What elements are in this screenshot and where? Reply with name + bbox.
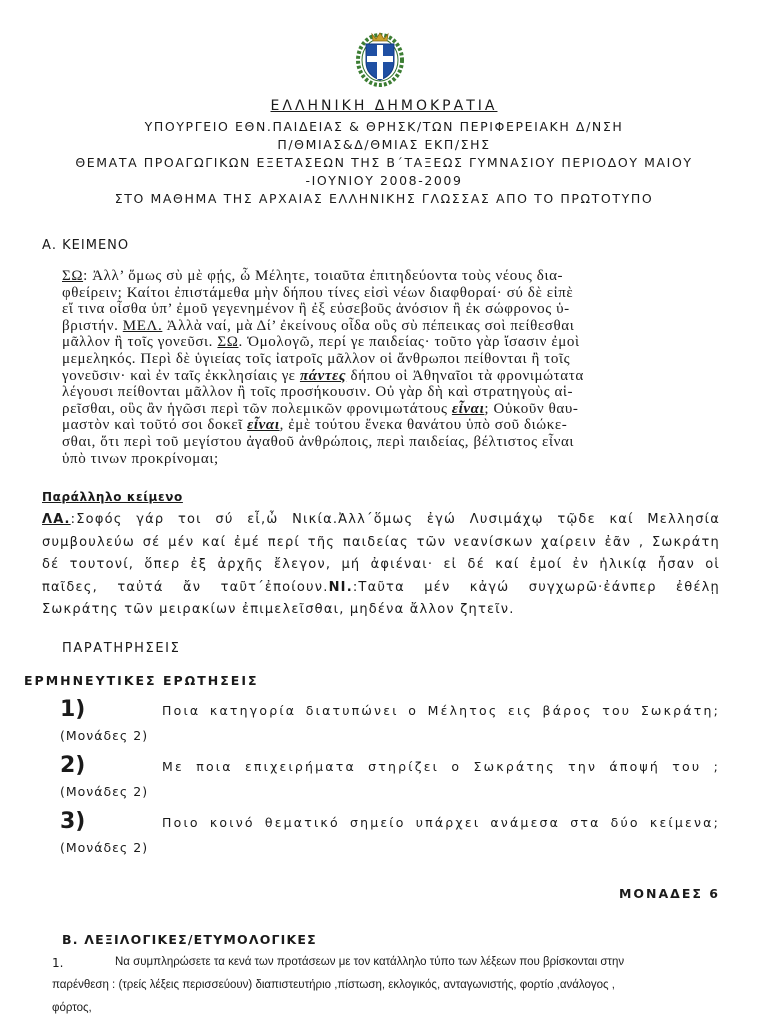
greek-coat-of-arms-icon bbox=[352, 28, 408, 90]
text-line: λέγουσι πείθονται μᾶλλον ἢ τοῖς προσήκουσιν. Οὐ γὰρ δὴ καὶ στρατηγοὺς αἱ- bbox=[62, 384, 574, 401]
text-line: ὑπὸ τινων προκρίνομαι; bbox=[62, 450, 219, 467]
text-line: μᾶλλον ἢ τοῖς γονεῦσι. ΣΩ. Ὁμολογῶ, περί γε παιδείας· τοῦτο γὰρ ἴσασιν ἐμοὶ bbox=[62, 334, 580, 351]
speaker-label: ΣΩ bbox=[217, 334, 239, 351]
text-line: ΛΑ.:Σοφός γάρ τοι σύ εἶ,ὦ Νικία.Ἀλλ΄ὅμως ἐγώ Λυσιμάχῳ τῷδε καί Μελλησία bbox=[42, 512, 720, 527]
exam-line: ΘΕΜΑΤΑ ΠΡΟΑΓΩΓΙΚΩΝ ΕΞΕΤΑΣΕΩΝ ΤΗΣ Β΄ΤΑΞΕΩΣ ΓΥΜΝΑΣΙΟΥ ΠΕΡΙΟΔΟΥ ΜΑΙΟΥ bbox=[75, 155, 693, 170]
speaker-label: ΛΑ. bbox=[42, 512, 71, 527]
text-line: σθαι, ὅτι περὶ τοῦ μεγίστου ἀγαθοῦ ἀνθρώποις, περὶ παιδείας, βέλτιστος εἶναι bbox=[62, 433, 575, 450]
instruction-line: Να συμπληρώσετε τα κενά των προτάσεων με τον κατάλληλο τύπο των λέξεων που βρίσκονται στην bbox=[115, 956, 625, 968]
highlighted-word: εἶναι bbox=[451, 400, 485, 417]
speaker-label: ΝΙ. bbox=[328, 579, 353, 595]
section-a-heading: Α. ΚΕΙΜΕΝΟ bbox=[42, 238, 130, 253]
total-points: ΜΟΝΑΔΕΣ 6 bbox=[618, 886, 720, 901]
questions-heading: ΕΡΜΗΝΕΥΤΙΚΕΣ ΕΡΩΤΗΣΕΙΣ bbox=[24, 673, 259, 688]
text-line: μεμεληκός. Περὶ δὲ ὑγιείας τοῖς ἰατροῖς μᾶλλον οἱ ἄνθρωποι πείθονται ἢ τοῖς bbox=[62, 350, 571, 367]
speaker-label: ΣΩ bbox=[62, 268, 84, 284]
text-line: βριστήν. ΜΕΛ. Ἀλλὰ ναί, μὰ Δί’ ἐκείνους οἶδα οὓς σὺ πέπεικας σοὶ πείθεσθαι bbox=[62, 317, 575, 334]
highlighted-word: πάντες bbox=[299, 367, 347, 384]
instruction-line: παρένθεση : (τρείς λέξεις περισσεύουν) διαπιστευτήριο ,πίστωση, εκλογικός, ανταγωνιστής, φορτίο ,ανάλογος , bbox=[52, 979, 615, 991]
question-number: 2) bbox=[60, 753, 86, 778]
remarks-heading: ΠΑΡΑΤΗΡΗΣΕΙΣ bbox=[62, 641, 181, 656]
text-line: δέ τουτονί, ὅπερ ἐξ ἀρχῆς ἔλεγον, μή ἀφιέναι· εἰ δέ καί ἐμοί ἐν ἡλικίᾳ ἦσαν οἱ bbox=[42, 557, 720, 572]
question-points: (Μονάδες 2) bbox=[60, 784, 149, 799]
text-line: συμβουλεύω σέ μέν καί ἐμέ περί τῆς παιδείας τῶν νεανίσκων χαίρειν ἐᾶν , Σωκράτη bbox=[42, 534, 720, 550]
question-points: (Μονάδες 2) bbox=[60, 728, 149, 743]
text-line: ρεῖσθαι, οὓς ἂν ἡγῶσι περὶ τῶν πολεμικῶν φρονιμωτάτους εἶναι; Οὐκοῦν θαυ- bbox=[62, 400, 579, 417]
question-number: 1) bbox=[60, 697, 86, 722]
parallel-text-heading: Παράλληλο κείμενο bbox=[42, 490, 183, 504]
text-line: παῖδες, ταὐτά ἄν ταῦτ΄ἐποίουν.ΝΙ.:Ταῦτα μέν κἀγώ συγχωρῶ·ἐάνπερ ἐθέλῃ bbox=[42, 579, 720, 595]
question-text: Με ποια επιχειρήματα στηρίζει ο Σωκράτης την άποψή του ; bbox=[162, 759, 720, 774]
instruction-line: φόρτος, bbox=[52, 1002, 92, 1014]
speaker-label: ΜΕΛ. bbox=[122, 317, 163, 334]
text-line: φθείρειν; Καίτοι ἐπιστάμεθα μὴν δήπου τίνες εἰσὶ νέων διαφθοραί· σύ δὲ εἰπὲ bbox=[62, 284, 574, 301]
highlighted-word: εἶναι bbox=[247, 417, 280, 434]
directorate-line: Π/ΘΜΙΑΣ&Δ/ΘΜΙΑΣ ΕΚΠ/ΣΗΣ bbox=[277, 137, 491, 152]
ancient-text bbox=[62, 268, 722, 467]
question-text: Ποιο κοινό θεματικό σημείο υπάρχει ανάμεσα στα δύο κείμενα; bbox=[162, 815, 720, 830]
parallel-text bbox=[42, 509, 720, 622]
item-number: 1. bbox=[52, 956, 64, 970]
section-b-heading: Β. ΛΕΞΙΛΟΓΙΚΕΣ/ΕΤΥΜΟΛΟΓΙΚΕΣ bbox=[62, 932, 317, 947]
question-points: (Μονάδες 2) bbox=[60, 840, 149, 855]
question-number: 3) bbox=[60, 809, 86, 834]
question-text: Ποια κατηγορία διατυπώνει ο Μέλητος εις βάρος του Σωκράτη; bbox=[162, 703, 720, 718]
text-line: εἴ τινα οἶσθα ὑπ’ ἐμοῦ γεγενημένον ἢ ἐξ εὐσεβοῦς ἀνόσιον ἢ ἐκ σώφρονος ὑ- bbox=[62, 301, 570, 318]
text-line: γονεῦσιν· καὶ ἐν ταῖς ἐκκλησίαις γε πάντες δήπου οἱ Ἀθηναῖοι τὰ φρονιμώτατα bbox=[62, 367, 584, 384]
subject-line: ΣΤΟ ΜΑΘΗΜΑ ΤΗΣ ΑΡΧΑΙΑΣ ΕΛΛΗΝΙΚΗΣ ΓΛΩΣΣΑΣ ΑΠΟ ΤΟ ΠΡΩΤΟΤΥΠΟ bbox=[114, 191, 654, 206]
text-line: Σωκράτης τῶν μειρακίων ἐπιμελεῖσθαι, μηδένα ἄλλον ζητεῖν. bbox=[42, 602, 515, 617]
text-line: ΣΩ: Ἀλλ’ ὅμως σὺ μὲ φῄς, ὦ Μέλητε, τοιαῦτα ἐπιτηδεύοντα τοὺς νέους δια- bbox=[62, 268, 564, 284]
document-title: ΕΛΛΗΝΙΚΗ ΔΗΜΟΚΡΑΤΙΑ bbox=[270, 98, 498, 114]
ministry-line: ΥΠΟΥΡΓΕΙΟ ΕΘΝ.ΠΑΙΔΕΙΑΣ & ΘΡΗΣΚ/ΤΩΝ ΠΕΡΙΦΕΡΕΙΑΚΗ Δ/ΝΣΗ bbox=[144, 119, 624, 134]
exam-period-line: -ΙΟΥΝΙΟΥ 2008-2009 bbox=[305, 173, 463, 188]
text-line: μαστὸν καὶ τοῦτό σοι δοκεῖ εἶναι, ἐμὲ τούτου ἕνεκα θανάτου ὑπὸ σοῦ διώκε- bbox=[62, 417, 568, 434]
